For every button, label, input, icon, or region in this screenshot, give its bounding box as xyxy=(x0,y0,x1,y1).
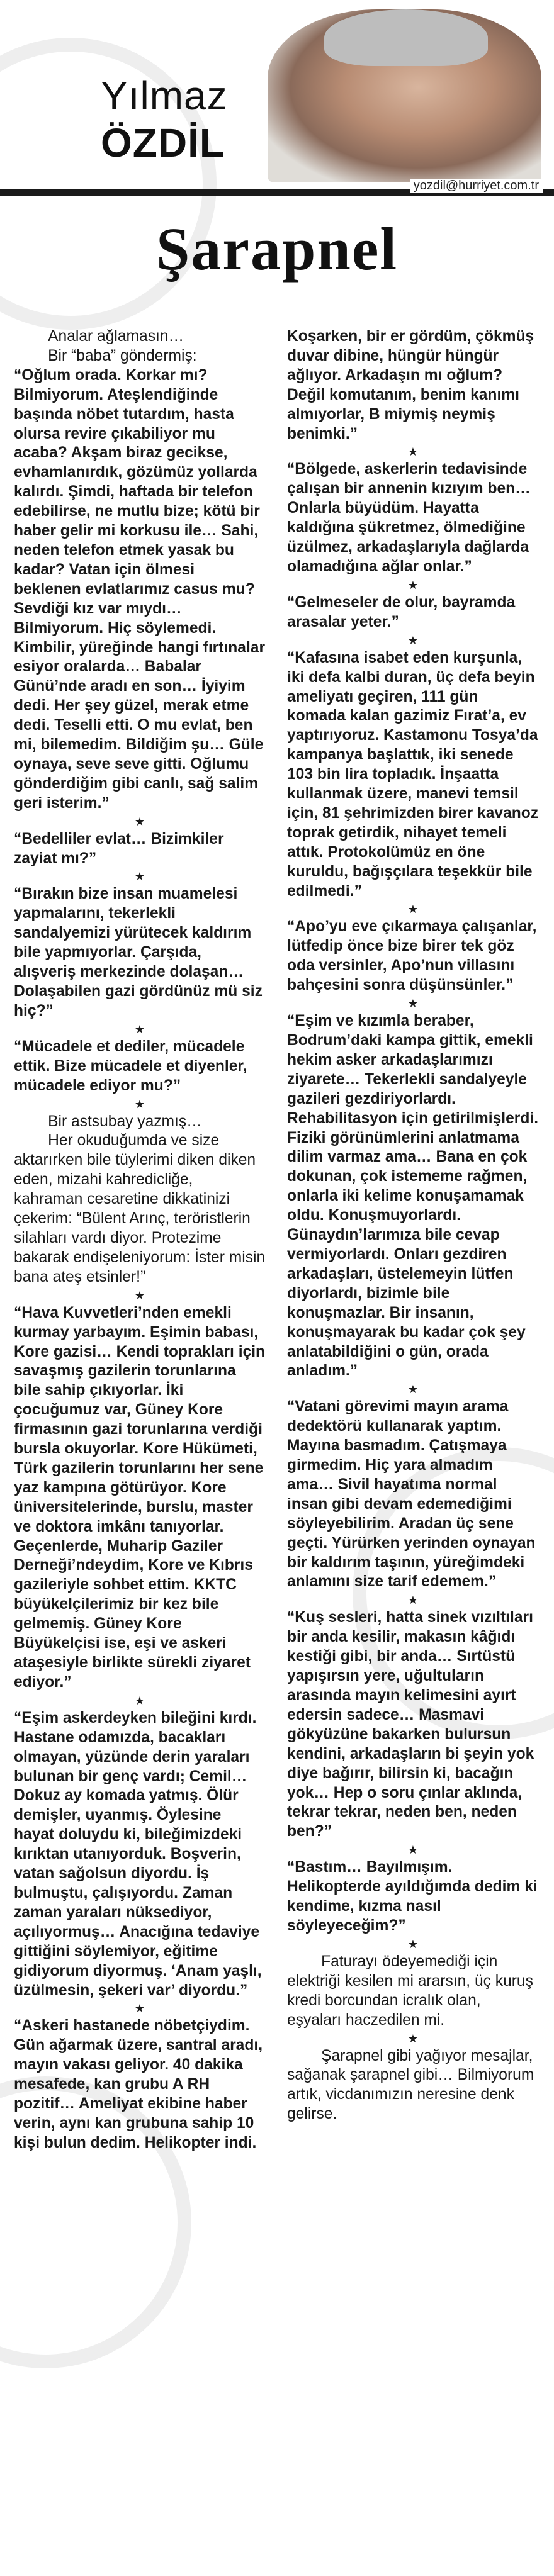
reader-quote: “Bırakın bize insan muamelesi yapmalarını, tekerlekli sandalyemizi yürütecek kaldırım bile yapmıyorlar. Çarşıda, alışveriş merkezinde dolaşan… Dolaşabilen gazi gördünüz mü siz hiç?” xyxy=(14,885,263,1019)
reader-quote: “Eşim ve kızımla beraber, Bodrum’daki kampa gittik, emekli hekim asker arkadaşlarımızı ziyarete… Tekerlekli sandalyeyle gazileri gezdiriyorlardı. Rehabilitasyon için getirilmişlerdi. Fiziki görünümlerini anlatmama dilim varmaz ama… Bana en çok dokunan, çok istememe rağmen, onlarla iki kelime konuşamamak oldu. Konuşmuyorlardı. Günaydın’larımıza bile cevap vermiyorlardı. Onları gezdiren arkadaşları, üstelemeyin lütfen diyorlardı, bizimle bile konuşmazlar. Bir insanın, konuşmayarak bu kadar çok şey anlatabildiğini o gün, orada anladım.” xyxy=(287,1012,539,1380)
reader-quote: “Bedelliler evlat… Bizimkiler zayiat mı?” xyxy=(14,830,224,867)
reader-quote: “Askeri hastanede nöbetçiydim. Gün ağarmak üzere, santral aradı, mayın vakası geliyor. 40 dakika mesafede, kan grubu A RH pozitif… Ameliyat ekibine haber verin, aynı kan grubuna sahip 10 kişi bulun dedim. Helikopter indi. xyxy=(14,2017,263,2151)
author-last-name: ÖZDİL xyxy=(101,120,225,165)
separator-star: ★ xyxy=(407,903,419,916)
separator-star: ★ xyxy=(134,2002,145,2015)
reader-quote: “Eşim askerdeyken bileğini kırdı. Hastane odamızda, bacakları olmayan, yüzünde derin yaraları bulunan bir genç vardı; Cemil… Dokuz ay komada yatmış. Ölür demişler, uyanmış. Öylesine hayat doluydu ki, bileğimizdeki kırıktan utanıyorduk. Boşverin, vatan sağolsun diyordu. İş bulmuştu, çalışıyordu. Zaman zaman yaraları nüksediyor, açılıyormuş… Anacığına tedaviye gittiğini söylemiyor, eğitime gidiyorum diyormuş. ‘Anam yaşlı, üzülmesin, şekeri var’ diyordu.” xyxy=(14,1709,262,1999)
reader-quote: “Gelmeseler de olur, bayramda arasalar yeter.” xyxy=(287,593,516,630)
reader-quote: “Mücadele et dediler, mücadele ettik. Bize mücadele et diyenler, mücadele ediyor mu?” xyxy=(14,1038,247,1094)
reader-quote: “Kuş sesleri, hatta sinek vızıltıları bir anda kesilir, makasın kâğıdı kestiği gibi, bir anda… Sırtüstü yapışırsın yere, uğultuların arasında mayın kelimesini ayırt edersin sadece… Masmavi gökyüzüne bakarken bulursun kendini, arkadaşların bi şeyin yok diye bağırır, bilirsin ki, bacağın yok… Hep o soru çınlar aklında, tekrar tekrar, neden ben, neden ben?” xyxy=(287,1609,534,1840)
separator-star: ★ xyxy=(407,997,419,1011)
reader-quote: “Bölgede, askerlerin tedavisinde çalışan bir annenin kızıyım ben… Onlarla büyüdüm. Hayatta kaldığına şükretmez, ölmediğine üzülmez, arkadaşlarıyla dağlarda olamadığına ağlar onlar.” xyxy=(287,461,531,575)
separator-star: ★ xyxy=(134,1022,145,1036)
body-paragraph: Faturayı ödeyemediği için elektriği kesilen mi ararsın, üç kuruş kredi borcundan icralık olan, eşyaları haczedilen mi. xyxy=(287,1952,533,2029)
separator-star: ★ xyxy=(407,2032,419,2045)
column-header xyxy=(0,0,554,211)
separator-star: ★ xyxy=(134,1097,145,1111)
body-paragraph: Şarapnel gibi yağıyor mesajlar, sağanak şarapnel gibi… Bilmiyorum artık, vicdanımızın neresine denk gelirse. xyxy=(287,2047,534,2123)
body-paragraph: Bir “baba” göndermiş: xyxy=(48,347,197,364)
author-photo-hair xyxy=(324,9,488,66)
separator-star: ★ xyxy=(407,578,419,591)
body-paragraph: Her okuduğumda ve size aktarırken bile tüylerimi diken diken eden, mizahi kahredicliğe, kahraman cesaretine dikkatinizi çekerim: “Bülent Arınç, teröristlerin silahları vardı diyor. Protezime bakarak endişeleniyorum: İster misin bana ateş etsinler!” xyxy=(14,1132,266,1285)
separator-star: ★ xyxy=(134,1694,145,1707)
separator-star: ★ xyxy=(407,1937,419,1951)
separator-star: ★ xyxy=(407,634,419,647)
body-paragraph: Bir astsubay yazmış… xyxy=(48,1112,202,1130)
reader-quote: “Hava Kuvvetleri’nden emekli kurmay yarbayım. Eşimin babası, Kore gazisi… Kendi toprakları için savaşmış gazilerin torunlarına bile sahip çıkıyorlar. İki çocuğumuz var, Güney Kore firmasının gazi torunlarına verdiği bursla okuyorlar. Kore Hükümeti, Türk gazilerin torunlarını her sene yaz kampına götürüyor. Kore üniversitelerinde, burslu, master ve doktora imkânı tanıyorlar. Geçenlerde, Muharip Gaziler Derneği’ndeydim, Kore ve Kıbrıs gazileriyle sohbet ettim. KKTC büyükelçilerimiz bir kez bile gelmemiş. Güney Kore Büyükelçisi ise, eşi ve askeri ataşesiyle birlikte sürekli ziyaret ediyor.” xyxy=(14,1304,266,1691)
separator-star: ★ xyxy=(407,1594,419,1607)
right-column xyxy=(287,327,539,2124)
separator-star: ★ xyxy=(134,815,145,828)
separator-star: ★ xyxy=(134,870,145,883)
reader-quote: “Oğlum orada. Korkar mı? Bilmiyorum. Ateşlendiğinde başında nöbet tutardım, hasta olursa revire çıkabiliyor mu acaba? Akşam biraz gecikse, evhamlanırdık, gözümüz yollarda kalırdı. Şimdi, haftada bir telefon edebilirse, ne mutlu bize; kötü bir haber gelir mi korkusu ile… Sahi, neden telefon etmek yasak bu kadar? Vatan için ölmesi beklenen evlatlarımız casus mu? Sevdiği kız var mıydı… Bilmiyorum. Hiç söylemedi. Kimbilir, yüreğinde hangi fırtınalar esiyor oralarda… Babalar Günü’nde aradı en son… İyiyim dedi. Her şey güzel, merak etme dedi. Teselli etti. O mu evlat, ben mi, bilemedim. Bildiğim şu… Güle oynaya, seve seve gitti. Oğlumu gönderdiğim gibi canlı, sağ salim geri isterim.” xyxy=(14,366,266,812)
separator-star: ★ xyxy=(407,1844,419,1857)
body-paragraph: Analar ağlamasın… xyxy=(48,328,184,345)
reader-quote: “Bastım… Bayılmışım. Helikopterde ayıldığımda dedim ki kendime, kızma nasıl söyleyeceğim?” xyxy=(287,1859,538,1934)
article-title: Şarapnel xyxy=(155,215,399,283)
author-first-name: Yılmaz xyxy=(101,73,228,118)
left-column xyxy=(14,327,266,2153)
separator-star: ★ xyxy=(407,1383,419,1396)
author-email[interactable]: yozdil@hurriyet.com.tr xyxy=(410,179,543,193)
reader-quote: “Vatani görevimi mayın arama dedektörü kullanarak yaptım. Mayına basmadım. Çatışmaya girmedim. Hiç yara almadım ama… Sivil hayatıma normal insan gibi devam edemediğimi söyleyebilirim. Aradan üç sene geçti. Yürürken yerinden oynayan bir kaldırım taşının, yüreğimdeki anlamını size tarif edemem.” xyxy=(287,1398,536,1591)
separator-star: ★ xyxy=(407,445,419,459)
separator-star: ★ xyxy=(134,1289,145,1302)
author-photo xyxy=(268,9,541,182)
reader-quote: “Kafasına isabet eden kurşunla, iki defa kalbi duran, üç defa beyin ameliyatı geçiren, 111 gün komada kalan gazimiz Fırat’a, ev yaptırıyoruz. Kastamonu Tosya’da kampanya başlattık, iki senede 103 bin lira topladık. İnşaatta kullanmak üzere, manevi temsil için, 81 şehrimizden birer kavanoz toprak getirdik, nihayet temeli attık. Protokolümüz en öne kuruldu, bağışçılara teşekkür bile edilmedi.” xyxy=(287,649,539,900)
reader-quote: Koşarken, bir er gördüm, çökmüş duvar dibine, hüngür hüngür ağlıyor. Arkadaşın mı oğlum? Değil komutanım, benim kanımı almıyorlar, B mi‌ymiş neymiş benimki.” xyxy=(287,328,534,442)
reader-quote: “Apo’yu eve çıkarmaya çalışanlar, lütfedip önce bize birer tek göz oda versinler, Apo’nun villasını bahçesini sonra düşünsünler.” xyxy=(287,918,537,994)
